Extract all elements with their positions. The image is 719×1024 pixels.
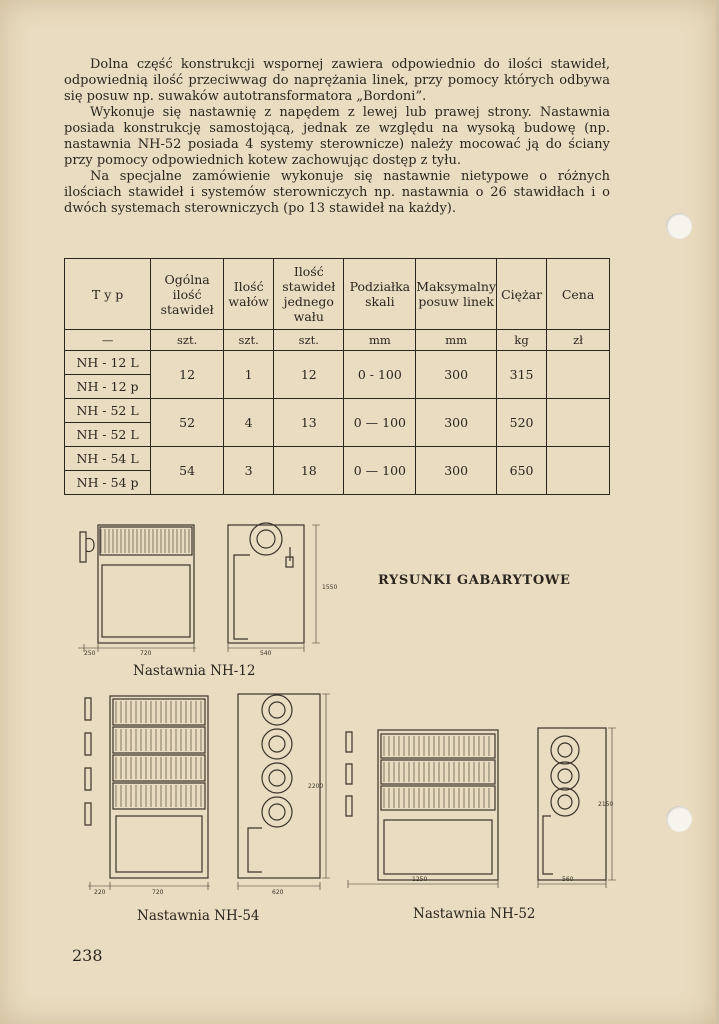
paragraph-3: Na specjalne zamówienie wykonuje się nastawnie nietypowe o różnych ilościach stawideł i systemów sterowniczych np. nastawnia o 26 stawidłach i o dwóch systemach sterowniczych (po 13 stawideł na każdy).	[64, 169, 610, 216]
punch-hole	[666, 806, 692, 832]
per-shaft-cell: 12	[274, 351, 344, 399]
drawing-nh12	[70, 517, 338, 657]
caption-nh52: Nastawnia NH-52	[413, 906, 536, 922]
travel-cell: 300	[416, 447, 497, 495]
table-header-row	[65, 259, 610, 330]
header-weight: Ciężar	[497, 259, 547, 330]
weight-cell: 315	[497, 351, 547, 399]
header-scale: Podziałka skali	[344, 259, 416, 330]
header-travel: Maksymalny posuw linek	[416, 259, 497, 330]
type-cell: NH - 54 p	[65, 471, 151, 495]
shafts-cell: 3	[224, 447, 274, 495]
dim-label: 720	[152, 889, 164, 896]
header-per-shaft: Ilość stawideł jednego wału	[274, 259, 344, 330]
per-shaft-cell: 18	[274, 447, 344, 495]
units-row	[65, 330, 610, 351]
weight-cell: 520	[497, 399, 547, 447]
dim-label: 560	[562, 876, 574, 883]
unit-cell: szt.	[274, 330, 344, 351]
type-cell: NH - 54 L	[65, 447, 151, 471]
total-cell: 54	[151, 447, 224, 495]
type-cell: NH - 12 p	[65, 375, 151, 399]
per-shaft-cell: 13	[274, 399, 344, 447]
scale-cell: 0 — 100	[344, 399, 416, 447]
dim-label: 1550	[322, 584, 338, 591]
weight-cell: 650	[497, 447, 547, 495]
unit-cell: zł	[547, 330, 610, 351]
drawings-heading: RYSUNKI GABARYTOWE	[378, 573, 571, 588]
shafts-cell: 1	[224, 351, 274, 399]
table-row	[65, 351, 610, 375]
unit-cell: szt.	[224, 330, 274, 351]
scale-cell: 0 - 100	[344, 351, 416, 399]
dim-label: 220	[94, 889, 106, 896]
unit-cell: mm	[416, 330, 497, 351]
scale-cell: 0 — 100	[344, 447, 416, 495]
header-type: T y p	[65, 259, 151, 330]
total-cell: 52	[151, 399, 224, 447]
drawing-nh54	[80, 688, 330, 898]
type-cell: NH - 52 L	[65, 399, 151, 423]
total-cell: 12	[151, 351, 224, 399]
spec-table	[64, 258, 610, 495]
dim-label: 1250	[412, 876, 428, 883]
drawing-nh52	[340, 716, 620, 888]
dim-label: 2200	[308, 783, 324, 790]
paragraph-1: Dolna część konstrukcji wspornej zawiera odpowiednio do ilości stawideł, odpowiednią ilość przeciwwag do naprężania linek, przy pomocy których odbywa się posuw np. suwaków autotransformatora „Bordoni”.	[64, 57, 610, 104]
header-shafts: Ilość wałów	[224, 259, 274, 330]
price-cell	[547, 447, 610, 495]
unit-cell: —	[65, 330, 151, 351]
header-total: Ogólna ilość stawideł	[151, 259, 224, 330]
header-price: Cena	[547, 259, 610, 330]
type-cell: NH - 52 L	[65, 423, 151, 447]
page-number: 238	[72, 946, 103, 965]
body-text	[64, 57, 610, 217]
punch-hole	[666, 213, 692, 239]
dim-label: 2150	[598, 801, 614, 808]
travel-cell: 300	[416, 399, 497, 447]
paragraph-2: Wykonuje się nastawnię z napędem z lewej lub prawej strony. Nastawnia posiada konstrukcję samostojącą, jednak ze względu na wysoką budowę (np. nastawnia NH-52 posiada 4 systemy sterownicze) należy mocować ją do ściany przy pomocy odpowiednich kotew zachowując dostęp z tyłu.	[64, 105, 610, 168]
unit-cell: mm	[344, 330, 416, 351]
dim-label: 540	[260, 650, 272, 657]
dim-label: 620	[272, 889, 284, 896]
dim-label: 720	[140, 650, 152, 657]
unit-cell: szt.	[151, 330, 224, 351]
table-row	[65, 447, 610, 471]
price-cell	[547, 399, 610, 447]
table-row	[65, 399, 610, 423]
shafts-cell: 4	[224, 399, 274, 447]
type-cell: NH - 12 L	[65, 351, 151, 375]
dim-label: 250	[84, 650, 96, 657]
unit-cell: kg	[497, 330, 547, 351]
price-cell	[547, 351, 610, 399]
caption-nh54: Nastawnia NH-54	[137, 908, 260, 924]
travel-cell: 300	[416, 351, 497, 399]
caption-nh12: Nastawnia NH-12	[133, 663, 256, 679]
